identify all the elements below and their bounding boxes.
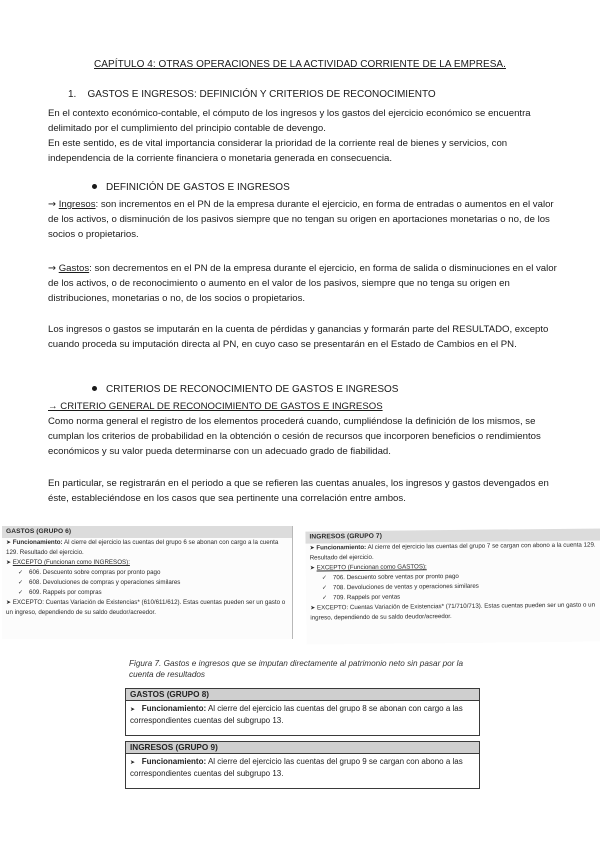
func-label: Funcionamiento:	[141, 757, 207, 766]
arrow-icon: →	[48, 199, 57, 210]
triangle-bullet-icon: ➤	[6, 539, 12, 546]
triangle-bullet-icon: ➤	[310, 604, 316, 612]
arrow-icon: →	[48, 263, 57, 274]
panel-note: ➤ EXCEPTO: Cuentas Variación de Existencias* (610/611/612). Estas cuentas pueden ser un gasto o un ingreso, dependiendo de su saldo deudor/acreedor.	[6, 599, 286, 616]
func-text: Al cierre del ejercicio las cuentas del grupo 8 se abonan con cargo a las correspondientes cuentas del subgrupo 13.	[130, 704, 463, 725]
triangle-bullet-icon: ➤	[309, 544, 315, 552]
gastos-definition	[48, 261, 558, 307]
check-icon: ✓	[322, 594, 328, 602]
section-number: 1.	[68, 89, 77, 100]
panel-note: ➤ EXCEPTO: Cuentas Variación de Existencias* (71/710/713). Estas cuentas pueden ser un gasto o un ingreso, dependiendo de su saldo deudor/acreedor.	[310, 601, 596, 622]
criteria-paragraph-1: Como norma general el registro de los elementos procederá cuando, cumpliéndose la definición de los mismos, se cumplan los criterios de probabilidad en la obtención o cesión de recursos que incorporen beneficios o rendimientos económicos y su valor pueda determinarse con un adecuado grado de fiabilidad.	[48, 416, 541, 458]
chapter-title: CAPÍTULO 4: OTRAS OPERACIONES DE LA ACTIVIDAD CORRIENTE DE LA EMPRESA.	[94, 59, 506, 70]
ingresos-definition	[48, 197, 558, 243]
func-text: Al cierre del ejercicio las cuentas del grupo 7 se cargan con abono a la cuenta 129. Resultado del ejercicio.	[309, 541, 596, 562]
panel-except	[2, 558, 292, 568]
list-item: ✓ 608. Devoluciones de compras y operaciones similares	[18, 579, 181, 586]
box-header: INGRESOS (GRUPO 9)	[126, 742, 479, 754]
check-icon: ✓	[321, 574, 327, 582]
gastos-text: : son decrementos en el PN de la empresa durante el ejercicio, en forma de salida o disminuciones en el valor de los activos, o de reconocimiento o aumento en el valor de los pasivos, siempre que no tenga su origen en distribuciones, monetarias o no, de los socios o propietarios.	[48, 263, 557, 305]
check-icon: ✓	[18, 579, 24, 586]
intro-paragraph-1: En el contexto económico-contable, el cómputo de los ingresos y los gastos del ejercicio económico se encuentra delimitado por el cumplimiento del principio contable de devengo.	[48, 108, 531, 135]
criteria-subtitle: → CRITERIO GENERAL DE RECONOCIMIENTO DE GASTOS E INGRESOS	[48, 401, 383, 412]
panel-header: INGRESOS (GRUPO 7)	[305, 528, 600, 543]
panel-header: GASTOS (GRUPO 6)	[2, 526, 292, 538]
func-label: Funcionamiento:	[12, 539, 63, 546]
result-paragraph: Los ingresos o gastos se imputarán en la cuenta de pérdidas y ganancias y formarán parte del RESULTADO, excepto cuando proceda su imputación directa al PN, en cuyo caso se presentarán en el Estado de Cambios en el PN.	[48, 324, 549, 351]
section-heading	[68, 89, 436, 100]
bullet-title: DEFINICIÓN DE GASTOS E INGRESOS	[106, 182, 290, 193]
bullet-dot-icon	[92, 184, 97, 189]
list-item: ✓ 606. Descuento sobre compras por pronto pago	[18, 569, 161, 576]
box-text	[126, 754, 479, 782]
list-item: ✓ 706. Descuento sobre ventas por pronto pago	[321, 572, 459, 582]
figure-caption: Figura 7. Gastos e ingresos que se imputan directamente al patrimonio neto sin pasar por la cuenta de resultados	[129, 659, 464, 679]
bullet-title: CRITERIOS DE RECONOCIMIENTO DE GASTOS E INGRESOS	[106, 384, 399, 395]
list-item: ✓ 709. Rappels por ventas	[322, 593, 401, 602]
bullet-heading-definitions	[92, 182, 290, 193]
func-text: Al cierre del ejercicio las cuentas del grupo 6 se abonan con cargo a la cuenta 129. Resultado del ejercicio.	[6, 539, 279, 556]
func-text: Al cierre del ejercicio las cuentas del grupo 9 se cargan con abono a las correspondientes cuentas del subgrupo 13.	[130, 757, 463, 778]
func-label: Funcionamiento:	[141, 704, 207, 713]
list-item: ✓ 708. Devoluciones de ventas y operaciones similares	[321, 582, 479, 592]
box-gastos-grupo-8	[125, 688, 480, 736]
check-icon: ✓	[18, 589, 24, 596]
triangle-bullet-icon: ➤	[309, 564, 315, 572]
ingresos-text: : son incrementos en el PN de la empresa durante el ejercicio, en forma de entradas o aumentos en el valor de los activos, o disminución de los pasivos siempre que no tengan su origen en aportaciones monetarias o no, de los socios o propietarios.	[48, 199, 554, 241]
gastos-term: Gastos	[58, 263, 90, 274]
bullet-heading-criteria	[92, 384, 398, 395]
triangle-bullet-icon: ➤	[130, 706, 136, 713]
box-header: GASTOS (GRUPO 8)	[126, 689, 479, 701]
except-label: EXCEPTO (Funcionan como GASTOS):	[316, 563, 427, 572]
ingresos-term: Ingresos	[58, 199, 96, 210]
panel-gastos-grupo-6	[2, 526, 293, 639]
check-icon: ✓	[321, 584, 328, 592]
box-text	[126, 701, 479, 729]
triangle-bullet-icon: ➤	[6, 599, 12, 606]
func-label: Funcionamiento:	[316, 543, 367, 552]
except-label: EXCEPTO (Funcionan como INGRESOS):	[12, 559, 130, 566]
triangle-bullet-icon: ➤	[6, 559, 12, 566]
panel-funcionamiento	[2, 538, 292, 558]
panel-ingresos-grupo-7	[305, 528, 600, 644]
triangle-bullet-icon: ➤	[130, 759, 136, 766]
box-ingresos-grupo-9	[125, 741, 480, 789]
section-title: GASTOS E INGRESOS: DEFINICIÓN Y CRITERIOS DE RECONOCIMIENTO	[87, 89, 436, 100]
intro-paragraph-2: En este sentido, es de vital importancia considerar la prioridad de la corriente real de bienes y servicios, con independencia de la corriente financiera o monetaria generada en consecuencia.	[48, 138, 508, 165]
check-icon: ✓	[18, 569, 24, 576]
list-item: ✓ 609. Rappels por compras	[18, 589, 102, 596]
criteria-paragraph-2: En particular, se registrarán en el periodo a que se refieren las cuentas anuales, los ingresos y gastos devengados en éste, estableciéndose en los casos que sea pertinente una correlación entre ambos.	[48, 478, 549, 505]
bullet-dot-icon	[92, 386, 97, 391]
